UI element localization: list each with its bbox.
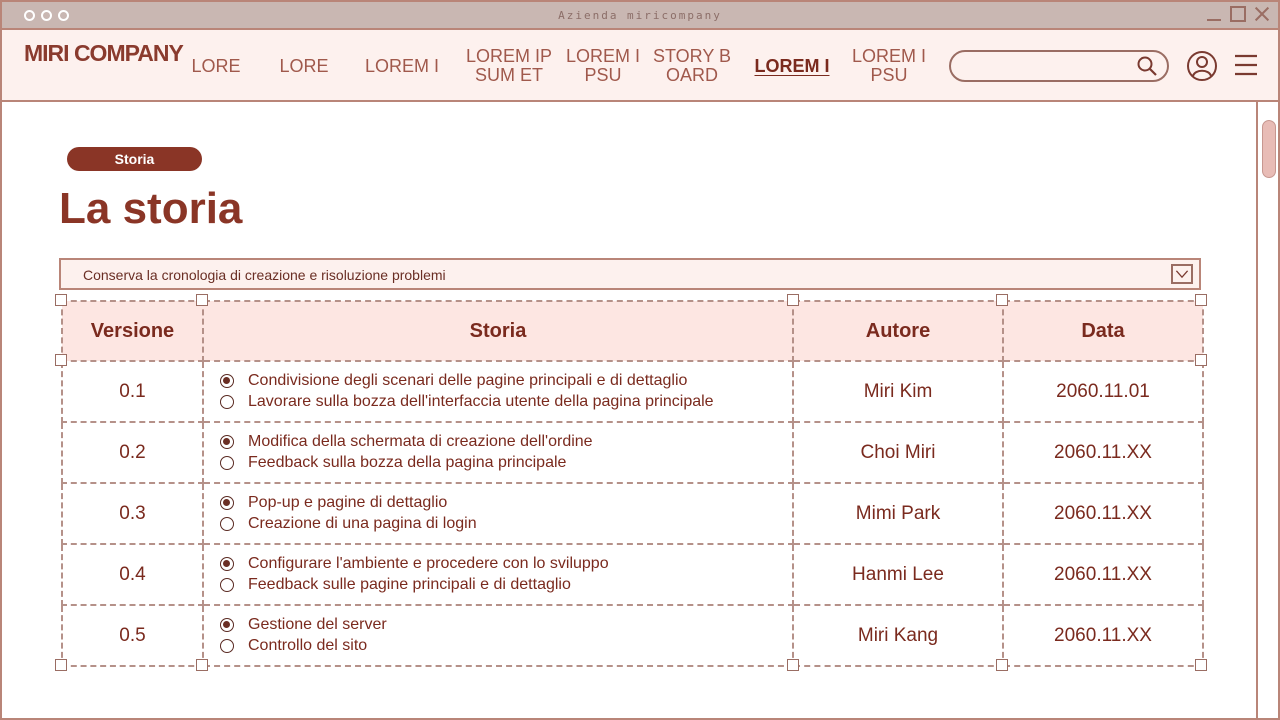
radio-unchecked-icon[interactable] — [220, 578, 234, 592]
resize-handle[interactable] — [55, 294, 67, 306]
date-cell: 2060.11.XX — [1003, 422, 1203, 483]
nav-item-lorem-i-1[interactable]: LOREM I — [364, 55, 439, 76]
radio-unchecked-icon[interactable] — [220, 517, 234, 531]
resize-handle[interactable] — [1195, 294, 1207, 306]
resize-handle[interactable] — [787, 294, 799, 306]
table-header-row — [62, 301, 1203, 361]
story-item-text: Feedback sulla bozza della pagina principale — [248, 454, 567, 471]
date-cell: 2060.11.XX — [1003, 605, 1203, 666]
resize-handle[interactable] — [787, 659, 799, 671]
story-cell — [203, 544, 793, 605]
version-cell: 0.1 — [62, 361, 203, 422]
radio-checked-icon[interactable] — [220, 435, 234, 449]
hamburger-menu-icon[interactable] — [1234, 54, 1258, 76]
radio-checked-icon[interactable] — [220, 496, 234, 510]
date-cell: 2060.11.01 — [1003, 361, 1203, 422]
section-badge: Storia — [67, 147, 202, 171]
radio-checked-icon[interactable] — [220, 557, 234, 571]
story-item[interactable] — [220, 453, 792, 474]
story-item-text: Feedback sulle pagine principali e di dettaglio — [248, 576, 571, 593]
page-title: La storia — [59, 184, 243, 233]
story-cell — [203, 605, 793, 666]
table-row — [62, 483, 1203, 544]
history-dropdown[interactable] — [59, 258, 1201, 290]
story-item[interactable] — [220, 636, 792, 657]
radio-unchecked-icon[interactable] — [220, 639, 234, 653]
story-item[interactable] — [220, 392, 792, 413]
radio-unchecked-icon[interactable] — [220, 456, 234, 470]
resize-handle[interactable] — [55, 659, 67, 671]
radio-checked-icon[interactable] — [220, 374, 234, 388]
story-item-text: Lavorare sulla bozza dell'interfaccia utente della pagina principale — [248, 393, 714, 410]
version-cell: 0.3 — [62, 483, 203, 544]
column-header-story: Storia — [203, 301, 793, 361]
radio-unchecked-icon[interactable] — [220, 395, 234, 409]
nav-item-lorem-i-active[interactable]: LOREM I — [754, 55, 830, 76]
dropdown-selected-value: Conserva la cronologia di creazione e risoluzione problemi — [83, 267, 446, 283]
nav-item-story-board[interactable]: STORY BOARD — [652, 46, 732, 85]
resize-handle[interactable] — [196, 659, 208, 671]
author-cell: Miri Kim — [793, 361, 1003, 422]
story-cell — [203, 361, 793, 422]
history-table — [61, 300, 1204, 667]
search-input[interactable] — [949, 50, 1169, 82]
table-row — [62, 361, 1203, 422]
nav-item-lorem-ipsu-1[interactable]: LOREM IPSU — [566, 46, 641, 85]
story-item-text: Creazione di una pagina di login — [248, 515, 477, 532]
column-header-date: Data — [1003, 301, 1203, 361]
author-cell: Mimi Park — [793, 483, 1003, 544]
author-cell: Hanmi Lee — [793, 544, 1003, 605]
company-logo[interactable]: MIRI COMPANY — [24, 40, 183, 66]
story-item[interactable] — [220, 371, 792, 392]
story-item[interactable] — [220, 493, 792, 514]
vertical-scrollbar[interactable] — [1256, 102, 1278, 720]
story-item[interactable] — [220, 615, 792, 636]
table-row — [62, 422, 1203, 483]
story-item-text: Condivisione degli scenari delle pagine principali e di dettaglio — [248, 372, 688, 389]
radio-checked-icon[interactable] — [220, 618, 234, 632]
window-title: Azienda miricompany — [558, 9, 722, 22]
maximize-icon[interactable] — [1230, 6, 1246, 22]
nav-bar — [2, 30, 1278, 102]
version-cell: 0.5 — [62, 605, 203, 666]
story-item-text: Controllo del sito — [248, 637, 368, 654]
author-cell: Choi Miri — [793, 422, 1003, 483]
nav-item-lorem-ipsum-et[interactable]: LOREM IPSUM ET — [465, 46, 553, 85]
user-icon[interactable] — [1186, 50, 1218, 82]
resize-handle[interactable] — [996, 294, 1008, 306]
story-cell — [203, 483, 793, 544]
story-item[interactable] — [220, 514, 792, 535]
story-item-text: Gestione del server — [248, 616, 387, 633]
resize-handle[interactable] — [196, 294, 208, 306]
resize-handle[interactable] — [996, 659, 1008, 671]
resize-handle[interactable] — [1195, 659, 1207, 671]
resize-handle[interactable] — [1195, 354, 1207, 366]
title-bar — [2, 2, 1278, 30]
scrollbar-thumb[interactable] — [1262, 120, 1276, 178]
nav-item-lorem-ipsu-2[interactable]: LOREM IPSU — [852, 46, 927, 85]
story-cell — [203, 422, 793, 483]
window-controls — [1206, 6, 1270, 22]
version-cell: 0.4 — [62, 544, 203, 605]
story-item[interactable] — [220, 554, 792, 575]
minimize-icon[interactable] — [1206, 6, 1222, 22]
story-item[interactable] — [220, 575, 792, 596]
column-header-author: Autore — [793, 301, 1003, 361]
story-item[interactable] — [220, 432, 792, 453]
nav-item-lore-1[interactable]: LORE — [191, 55, 241, 76]
resize-handle[interactable] — [55, 354, 67, 366]
search-icon[interactable] — [1137, 56, 1157, 76]
version-cell: 0.2 — [62, 422, 203, 483]
table-row — [62, 544, 1203, 605]
chevron-down-icon[interactable] — [1171, 264, 1193, 284]
story-item-text: Configurare l'ambiente e procedere con lo sviluppo — [248, 555, 609, 572]
table-row — [62, 605, 1203, 666]
author-cell: Miri Kang — [793, 605, 1003, 666]
story-item-text: Modifica della schermata di creazione dell'ordine — [248, 433, 593, 450]
nav-item-lore-2[interactable]: LORE — [279, 55, 329, 76]
story-item-text: Pop-up e pagine di dettaglio — [248, 494, 448, 511]
date-cell: 2060.11.XX — [1003, 544, 1203, 605]
close-icon[interactable] — [1254, 6, 1270, 22]
column-header-version: Versione — [62, 301, 203, 361]
date-cell: 2060.11.XX — [1003, 483, 1203, 544]
